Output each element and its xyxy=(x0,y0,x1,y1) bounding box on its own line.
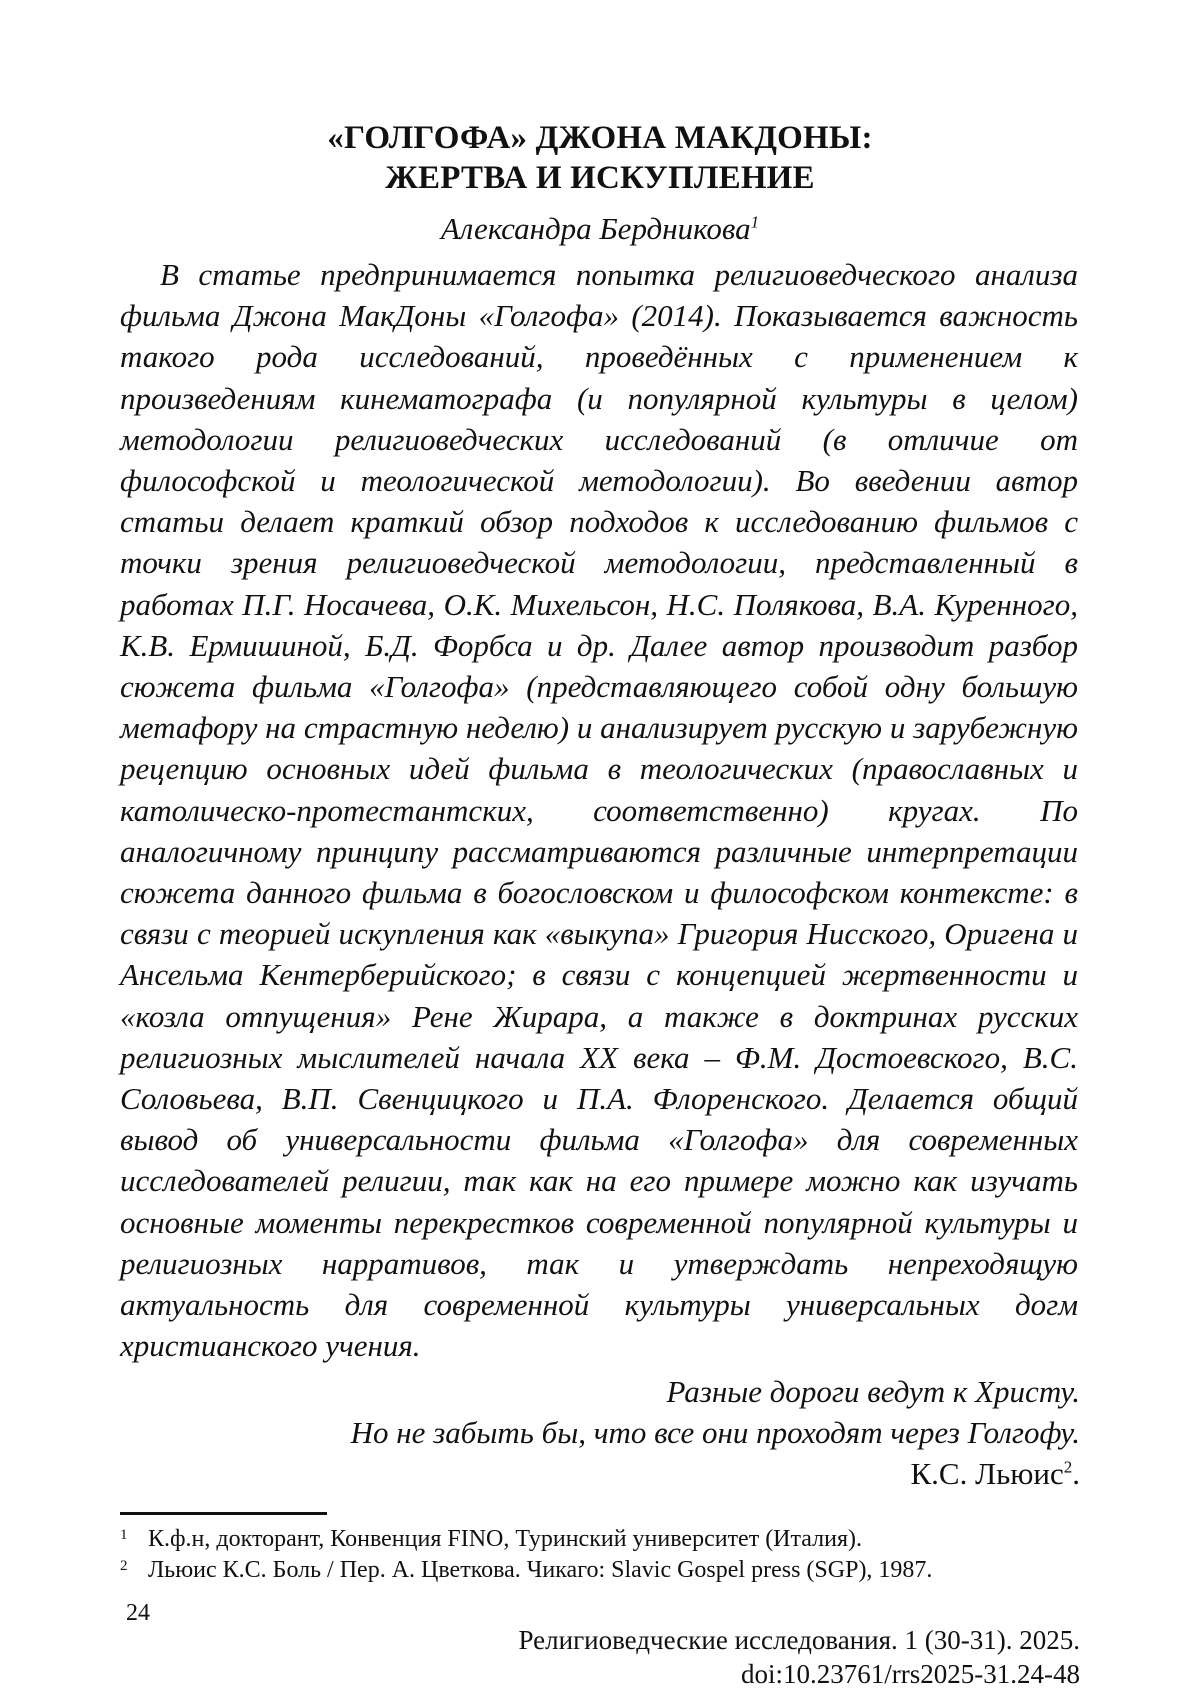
journal-citation: Религиоведческие исследования. 1 (30-31). 2025. xyxy=(519,1624,1081,1656)
doi-link[interactable]: doi:10.23761/rrs2025-31.24-48 xyxy=(741,1658,1080,1690)
page-number: 24 xyxy=(126,1598,150,1628)
article-title-line-1: «ГОЛГОФА» ДЖОНА МАКДОНЫ: xyxy=(120,118,1080,158)
epigraph-footnote-marker: 2 xyxy=(1064,1458,1073,1477)
footnote-2 xyxy=(120,1555,1080,1585)
epigraph-attribution xyxy=(120,1453,1080,1494)
epigraph-line-1: Разные дороги ведут к Христу. xyxy=(120,1371,1080,1412)
abstract-paragraph: В статье предпринимается попытка религиоведческого анализа фильма Джона МакДоны «Голгофа» (2014). Показывается важность такого рода исследований, проведённых с применением к произведениям кинематографа (и популярной культуры в целом) методологии религиоведческих исследований (в отличие от философской и теологической методологии). Во введении автор статьи делает краткий обзор подходов к исследованию фильмов с точки зрения религиоведческой методологии, представленный в работах П.Г. Носачева, О.К. Михельсон, Н.С. Полякова, В.А. Куренного, К.В. Ермишиной, Б.Д. Форбса и др. Далее автор производит разбор сюжета фильма «Голгофа» (представляющего собой одну большую метафору на страстную неделю) и анализирует русскую и зарубежную рецепцию основных идей фильма в теологических (православных и католическо-протестантских, соответственно) кругах. По аналогичному принципу рассматриваются различные интерпретации сюжета данного фильма в богословском и философском контексте: в связи с теорией искупления как «выкупа» Григория Нисского, Оригена и Ансельма Кентерберийского; в связи с концепцией жертвенности и «козла отпущения» Рене Жирара, а также в доктринах русских религиозных мыслителей начала XX века – Ф.М. Достоевского, В.С. Соловьева, В.П. Свенцицкого и П.А. Флоренского. Делается общий вывод об универсальности фильма «Голгофа» для современных исследователей религии, так как на его примере можно как изучать основные моменты перекрестков современной популярной культуры и религиозных нарративов, так и утверждать непреходящую актуальность для современной культуры универсальных догм христианского учения. xyxy=(120,254,1078,1366)
journal-page xyxy=(0,0,1200,1703)
epigraph-period: . xyxy=(1072,1456,1080,1491)
footnote-1-text: К.ф.н, докторант, Конвенция FINO, Туринский университет (Италия). xyxy=(148,1526,862,1552)
footnote-2-number: 2 xyxy=(120,1555,148,1577)
author-footnote-marker: 1 xyxy=(751,213,760,232)
epigraph-author: К.С. Льюис xyxy=(910,1456,1063,1491)
epigraph-line-2: Но не забыть бы, что все они проходят через Голгофу. xyxy=(120,1412,1080,1453)
footnote-separator xyxy=(120,1512,327,1515)
footnote-1 xyxy=(120,1524,1080,1554)
author-name: Александра Бердникова xyxy=(441,211,751,246)
author-line xyxy=(120,210,1080,248)
footnote-1-number: 1 xyxy=(120,1524,148,1546)
article-title-line-2: ЖЕРТВА И ИСКУПЛЕНИЕ xyxy=(120,158,1080,198)
footnote-2-text: Льюис К.С. Боль / Пер. А. Цветкова. Чикаго: Slavic Gospel press (SGP), 1987. xyxy=(148,1557,932,1583)
